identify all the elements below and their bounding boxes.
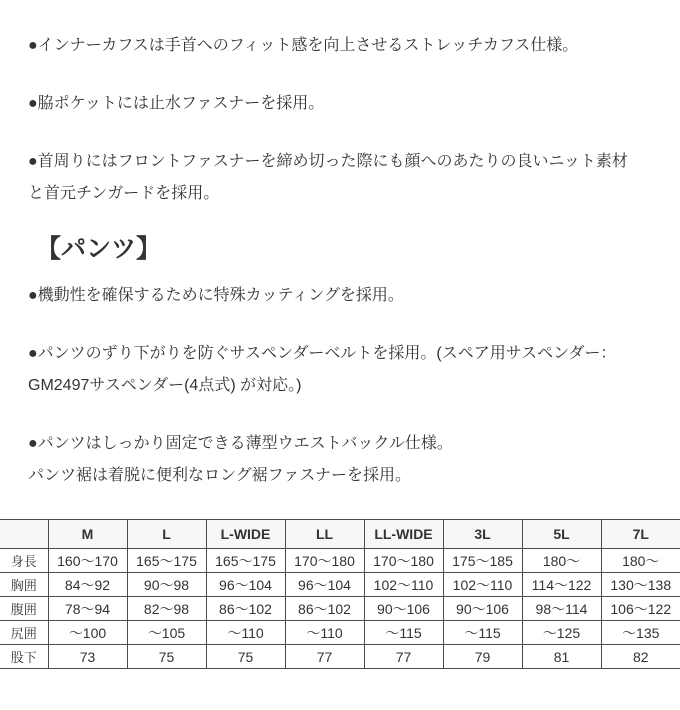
feature-bullet xyxy=(28,280,668,312)
size-column-header: 7L xyxy=(601,520,680,549)
measurement-row-label: 胸囲 xyxy=(0,573,48,597)
size-column-header: L xyxy=(127,520,206,549)
size-value-cell: 86～102 xyxy=(206,597,285,621)
table-row xyxy=(0,549,680,573)
pants-features-list xyxy=(0,280,680,492)
table-row xyxy=(0,597,680,621)
size-column-header: L-WIDE xyxy=(206,520,285,549)
size-chart-header xyxy=(0,520,680,549)
size-value-cell: 170～180 xyxy=(364,549,443,573)
size-value-cell: 82 xyxy=(601,645,680,669)
size-value-cell: 90～106 xyxy=(443,597,522,621)
feature-bullet-line: ●首周りにはフロントファスナーを締め切った際にも顔へのあたりの良いニット素材 xyxy=(28,153,628,170)
size-value-cell: ～135 xyxy=(601,621,680,645)
size-value-cell: ～115 xyxy=(443,621,522,645)
feature-bullet-line: ●機動性を確保するために特殊カッティングを採用。 xyxy=(28,287,404,304)
jacket-features-list xyxy=(0,30,680,210)
size-value-cell: 79 xyxy=(443,645,522,669)
size-value-cell: 77 xyxy=(364,645,443,669)
size-value-cell: 81 xyxy=(522,645,601,669)
feature-bullet xyxy=(28,30,668,62)
size-value-cell: 165～175 xyxy=(206,549,285,573)
size-column-header: LL-WIDE xyxy=(364,520,443,549)
size-value-cell: 106～122 xyxy=(601,597,680,621)
size-column-header: M xyxy=(48,520,127,549)
feature-bullet-line: ●インナーカフスは手首へのフィット感を向上させるストレッチカフス仕様。 xyxy=(28,37,579,54)
size-value-cell: 114～122 xyxy=(522,573,601,597)
size-value-cell: 165～175 xyxy=(127,549,206,573)
size-value-cell: 102～110 xyxy=(443,573,522,597)
size-value-cell: 77 xyxy=(285,645,364,669)
table-header-row xyxy=(0,520,680,549)
size-value-cell: 160～170 xyxy=(48,549,127,573)
feature-bullet xyxy=(28,428,668,492)
size-value-cell: 175～185 xyxy=(443,549,522,573)
feature-bullet xyxy=(28,338,668,402)
feature-bullet-line: ●パンツのずり下がりを防ぐサスペンダーベルトを採用。(スペア用サスペンダー： xyxy=(28,345,617,362)
size-value-cell: 75 xyxy=(206,645,285,669)
section-heading-pants: 【パンツ】 xyxy=(36,235,162,263)
measurement-row-label: 身長 xyxy=(0,549,48,573)
size-value-cell: 96～104 xyxy=(285,573,364,597)
size-value-cell: 170～180 xyxy=(285,549,364,573)
measurement-row-label: 尻囲 xyxy=(0,621,48,645)
product-description xyxy=(0,30,680,669)
size-value-cell: 90～106 xyxy=(364,597,443,621)
size-value-cell: 75 xyxy=(127,645,206,669)
size-column-header: 5L xyxy=(522,520,601,549)
measurement-row-label: 腹囲 xyxy=(0,597,48,621)
size-value-cell: ～110 xyxy=(285,621,364,645)
size-chart-table xyxy=(0,519,680,669)
size-column-header: 3L xyxy=(443,520,522,549)
size-value-cell: 86～102 xyxy=(285,597,364,621)
size-value-cell: 84～92 xyxy=(48,573,127,597)
measurement-column-header xyxy=(0,520,48,549)
feature-bullet-line: パンツ裾は着脱に便利なロング裾ファスナーを採用。 xyxy=(28,467,412,484)
size-value-cell: 180～ xyxy=(522,549,601,573)
feature-bullet-line: ●脇ポケットには止水ファスナーを採用。 xyxy=(28,95,325,112)
size-value-cell: 130～138 xyxy=(601,573,680,597)
measurement-row-label: 股下 xyxy=(0,645,48,669)
feature-bullet-line: と首元チンガードを採用。 xyxy=(28,185,220,202)
table-row xyxy=(0,645,680,669)
size-value-cell: ～110 xyxy=(206,621,285,645)
size-value-cell: 98～114 xyxy=(522,597,601,621)
size-chart-body xyxy=(0,549,680,669)
feature-bullet-line: GM2497サスペンダー(4点式) が対応。) xyxy=(28,377,302,394)
size-value-cell: 96～104 xyxy=(206,573,285,597)
size-value-cell: 82～98 xyxy=(127,597,206,621)
size-value-cell: ～115 xyxy=(364,621,443,645)
size-value-cell: 90～98 xyxy=(127,573,206,597)
feature-bullet-line: ●パンツはしっかり固定できる薄型ウエストバックル仕様。 xyxy=(28,435,453,452)
table-row xyxy=(0,573,680,597)
size-value-cell: 73 xyxy=(48,645,127,669)
feature-bullet xyxy=(28,146,668,210)
size-value-cell: 78～94 xyxy=(48,597,127,621)
size-value-cell: 180～ xyxy=(601,549,680,573)
table-row xyxy=(0,621,680,645)
size-column-header: LL xyxy=(285,520,364,549)
feature-bullet xyxy=(28,88,668,120)
size-value-cell: 102～110 xyxy=(364,573,443,597)
size-value-cell: ～125 xyxy=(522,621,601,645)
size-value-cell: ～105 xyxy=(127,621,206,645)
size-value-cell: ～100 xyxy=(48,621,127,645)
